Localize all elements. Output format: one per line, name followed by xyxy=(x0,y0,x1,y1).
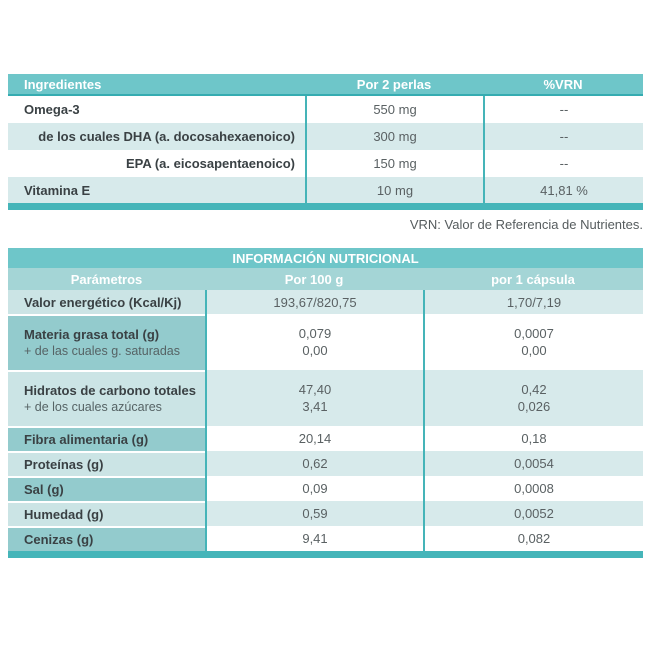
nutrition-table-title: INFORMACIÓN NUTRICIONAL xyxy=(8,248,643,268)
value-line: 0,00 xyxy=(302,343,328,358)
value-per-100g xyxy=(205,370,423,426)
table-row xyxy=(8,290,643,314)
value-line: 0,0054 xyxy=(514,456,554,471)
nutrition-header-row xyxy=(8,268,643,290)
ingredients-header-row xyxy=(8,74,643,96)
value-line: 0,42 xyxy=(521,382,547,397)
ingredient-label: EPA (a. eicosapentaenoico) xyxy=(125,156,295,171)
parameter-label: Hidratos de carbono totales xyxy=(24,383,196,398)
value-line: 1,70/7,19 xyxy=(506,294,562,310)
table-row xyxy=(8,526,643,551)
table-row xyxy=(8,370,643,426)
table-row xyxy=(8,476,643,501)
ingredient-vrn: 41,81 % xyxy=(483,177,643,203)
ingredient-label: de los cuales DHA (a. docosahexaenoico) xyxy=(38,129,295,144)
parameter-label: Proteínas (g) xyxy=(24,457,104,472)
value-line: 9,41 xyxy=(302,531,328,546)
value-line: 0,0052 xyxy=(514,506,554,521)
nutrition-header-capsula: por 1 cápsula xyxy=(491,271,575,287)
ingredient-label: Vitamina E xyxy=(24,182,91,198)
table-row xyxy=(8,314,643,370)
ingredients-header-vrn: %VRN xyxy=(543,76,583,92)
parameter-label-cell xyxy=(8,526,205,551)
parameter-label: Valor energético (Kcal/Kj) xyxy=(24,294,182,310)
parameter-sublabel: + de las cuales g. saturadas xyxy=(24,344,180,358)
nutrition-table xyxy=(8,248,643,558)
value-per-100g xyxy=(205,501,423,526)
table-bottom-bar xyxy=(8,203,643,210)
value-line: 20,14 xyxy=(298,431,332,446)
table-bottom-bar xyxy=(8,551,643,558)
parameter-label: Materia grasa total (g) xyxy=(24,327,160,342)
parameter-label-cell xyxy=(8,476,205,501)
value-line: 0,59 xyxy=(302,506,328,521)
ingredient-vrn: -- xyxy=(483,123,643,150)
value-per-capsule xyxy=(423,501,643,526)
parameter-label-cell xyxy=(8,451,205,476)
ingredients-header-label: Ingredientes xyxy=(24,76,102,92)
table-row xyxy=(8,96,643,123)
value-per-capsule xyxy=(423,426,643,451)
value-line: 0,026 xyxy=(517,399,551,414)
value-per-100g xyxy=(205,476,423,501)
value-line: 0,18 xyxy=(521,431,547,446)
value-per-capsule xyxy=(423,476,643,501)
value-per-100g xyxy=(205,451,423,476)
value-line: 0,079 xyxy=(298,326,332,341)
value-per-capsule xyxy=(423,370,643,426)
parameter-label-cell xyxy=(8,370,205,426)
ingredient-vrn: -- xyxy=(483,96,643,123)
value-line: 47,40 xyxy=(298,382,332,397)
content-area xyxy=(8,74,643,558)
table-row xyxy=(8,123,643,150)
value-line: 0,62 xyxy=(302,456,328,471)
value-line: 193,67/820,75 xyxy=(273,294,357,310)
value-line: 3,41 xyxy=(302,399,328,414)
ingredient-vrn: -- xyxy=(483,150,643,177)
value-per-100g xyxy=(205,426,423,451)
value-line: 0,082 xyxy=(517,531,551,546)
parameter-label: Cenizas (g) xyxy=(24,532,94,547)
parameter-label-cell xyxy=(8,426,205,451)
value-line: 0,0008 xyxy=(514,481,554,496)
table-row xyxy=(8,177,643,203)
value-per-100g xyxy=(205,314,423,370)
parameter-label-cell xyxy=(8,290,205,314)
value-per-capsule xyxy=(423,526,643,551)
value-per-100g xyxy=(205,526,423,551)
ingredients-header-per2perlas: Por 2 perlas xyxy=(356,76,432,92)
table-row xyxy=(8,451,643,476)
parameter-label: Sal (g) xyxy=(24,482,64,497)
nutrition-header-parametros: Parámetros xyxy=(70,271,143,287)
parameter-label-cell xyxy=(8,314,205,370)
vrn-note: VRN: Valor de Referencia de Nutrientes. xyxy=(409,217,643,232)
parameter-sublabel: + de los cuales azúcares xyxy=(24,400,162,414)
ingredients-table xyxy=(8,74,643,210)
ingredient-value: 10 mg xyxy=(305,177,483,203)
table-row xyxy=(8,426,643,451)
value-per-100g xyxy=(205,290,423,314)
table-row xyxy=(8,150,643,177)
ingredient-value: 150 mg xyxy=(305,150,483,177)
value-per-capsule xyxy=(423,290,643,314)
value-line: 0,0007 xyxy=(514,326,554,341)
nutrition-header-per100g: Por 100 g xyxy=(284,271,344,287)
ingredient-value: 550 mg xyxy=(305,96,483,123)
value-line: 0,09 xyxy=(302,481,328,496)
parameter-label: Fibra alimentaria (g) xyxy=(24,432,149,447)
table-row xyxy=(8,501,643,526)
parameter-label: Humedad (g) xyxy=(24,507,104,522)
parameter-label-cell xyxy=(8,501,205,526)
value-per-capsule xyxy=(423,451,643,476)
ingredient-value: 300 mg xyxy=(305,123,483,150)
value-line: 0,00 xyxy=(521,343,547,358)
value-per-capsule xyxy=(423,314,643,370)
ingredient-label: Omega-3 xyxy=(24,102,80,117)
